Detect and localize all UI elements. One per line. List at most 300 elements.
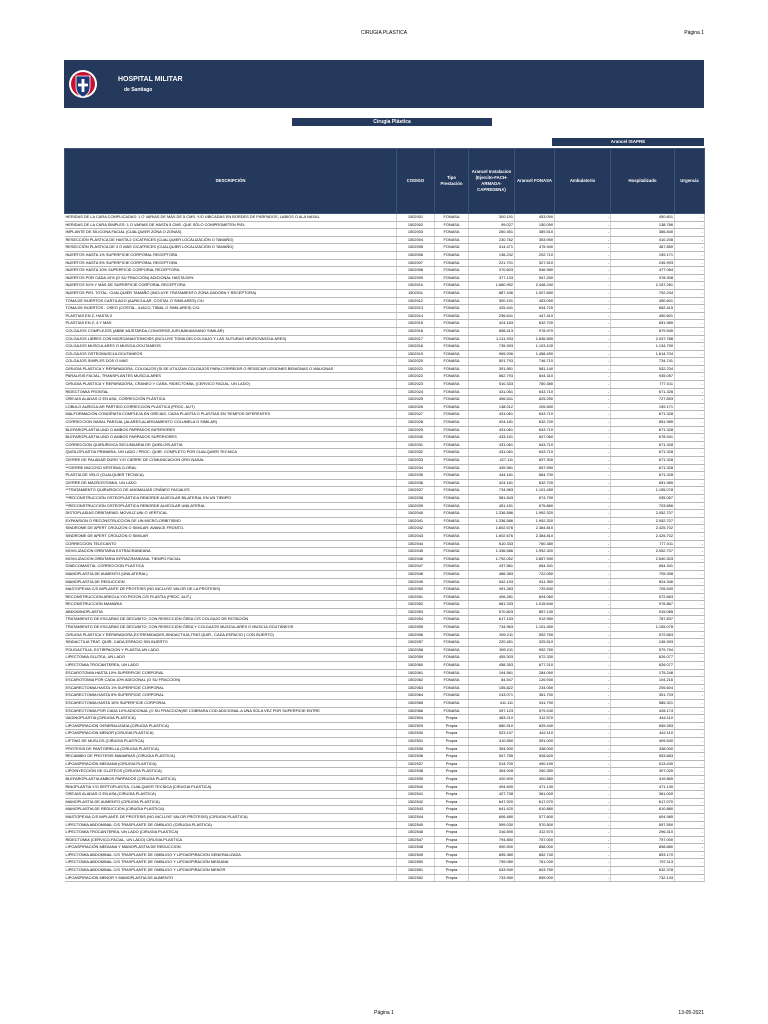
cell-ambulatorio: - xyxy=(555,396,611,404)
cell-descripcion: TOMA DE INJERTOS - OSEO (COSTAL, ILIACO, TIBIAL O SIMILARES) C/U. xyxy=(65,305,397,313)
table-row xyxy=(65,510,705,518)
cell-tipo: FONASA xyxy=(435,548,469,556)
cell-tipo: FONASA xyxy=(435,684,469,692)
table-row xyxy=(65,350,705,358)
table-row xyxy=(65,419,705,427)
cell-hospitalizado: 428.174 xyxy=(611,707,675,715)
cell-codigo: 1502003 xyxy=(397,229,435,237)
cell-instalacion: 230.762 xyxy=(469,236,515,244)
cell-descripcion: RESECCIÓN PLÁSTICA DE 3 O MÁS CICATRICES (CUALQUIER LOCALIZACIÓN O TAMAÑO) xyxy=(65,244,397,252)
cell-hospitalizado: 651.985 xyxy=(611,419,675,427)
cell-descripcion: TRATAMIENTO DE ESCARAS DE DECUBITO, CON RESECCIÓN ÓSEA C/S COLGAJO DE ROTACIÓN xyxy=(65,616,397,624)
cell-fonasa: 632.700 xyxy=(515,320,555,328)
cell-ambulatorio: - xyxy=(555,813,611,821)
cell-fonasa: 603.750 xyxy=(515,867,555,875)
cell-descripcion: LIPECTOMIA TROCANTEREA, UN LADO xyxy=(65,662,397,670)
table-row xyxy=(65,548,705,556)
cell-fonasa: 672.330 xyxy=(515,654,555,662)
cell-ambulatorio: - xyxy=(555,517,611,525)
cell-ambulatorio: - xyxy=(555,768,611,776)
cell-tipo: FONASA xyxy=(435,502,469,510)
cell-urgencia: - xyxy=(675,646,705,654)
cell-descripcion: LIPOASPIRACION GENERALIZADA (CIRUGIA PLASTICA) xyxy=(65,722,397,730)
cell-descripcion: RIDECTOMIA (CERVICO-FACIAL, UN LADO) CIRUGIA PLASTICA xyxy=(65,836,397,844)
cell-ambulatorio: - xyxy=(555,639,611,647)
cell-descripcion: LIPOASPIRACION MENOR Y MAMOPLASTIA DE AUMENTO xyxy=(65,874,397,882)
cell-ambulatorio: - xyxy=(555,783,611,791)
cell-hospitalizado: 705.398 xyxy=(611,570,675,578)
cell-codigo: 1502032 xyxy=(397,449,435,457)
cell-fonasa: 453.090 xyxy=(515,297,555,305)
cell-fonasa: 912.950 xyxy=(515,616,555,624)
cell-tipo: Propia xyxy=(435,874,469,882)
cell-descripcion: RECAMBIO DE PROTESIS MAMARIAS (CIRUGIA PLASTICA) xyxy=(65,753,397,761)
cell-ambulatorio: - xyxy=(555,601,611,609)
cell-codigo: 1502060 xyxy=(397,662,435,670)
table-row xyxy=(65,214,705,222)
cell-tipo: FONASA xyxy=(435,669,469,677)
cell-urgencia: - xyxy=(675,555,705,563)
cell-codigo: 1502015 xyxy=(397,320,435,328)
cell-tipo: FONASA xyxy=(435,381,469,389)
cell-ambulatorio: - xyxy=(555,563,611,571)
cell-ambulatorio: - xyxy=(555,229,611,237)
cell-codigo: 1502547 xyxy=(397,836,435,844)
cell-fonasa: 592.750 xyxy=(515,646,555,654)
cell-codigo: 1502002 xyxy=(397,221,435,229)
cell-descripcion: LIPOASPIRACIÓN MEDIANA (CIRUGIA PLASTICA) xyxy=(65,760,397,768)
cell-hospitalizado: 727.893 xyxy=(611,396,675,404)
cell-fonasa: 338.000 xyxy=(515,745,555,753)
cell-instalacion: 296.641 xyxy=(469,312,515,320)
cell-instalacion: 391.951 xyxy=(469,365,515,373)
cell-urgencia: - xyxy=(675,297,705,305)
cell-hospitalizado: 487.850 xyxy=(611,244,675,252)
table-row xyxy=(65,502,705,510)
cell-hospitalizado: 1.614.704 xyxy=(611,350,675,358)
cell-instalacion: 458.353 xyxy=(469,662,515,670)
cell-tipo: FONASA xyxy=(435,601,469,609)
table-row xyxy=(65,586,705,594)
cell-descripcion: INJERTOS 51% Y MÁS DE SUPERFICIE CORPORAL RECEPTORA xyxy=(65,282,397,290)
cell-ambulatorio: - xyxy=(555,707,611,715)
cell-fonasa: 1.015.640 xyxy=(515,601,555,609)
table-row xyxy=(65,320,705,328)
cell-tipo: FONASA xyxy=(435,229,469,237)
cell-urgencia: - xyxy=(675,548,705,556)
cell-instalacion: 486.383 xyxy=(469,570,515,578)
cell-descripcion: **TRATAMIENTO QUIRURGICO DE ANOMALÍAS CRÁNEO FACIALES xyxy=(65,487,397,495)
cell-fonasa: 604.060 xyxy=(515,593,555,601)
cell-descripcion: OREJAS ALADAS O EN ASA, CORRECCIÓN PLÁSTICA xyxy=(65,396,397,404)
cell-ambulatorio: - xyxy=(555,487,611,495)
cell-ambulatorio: - xyxy=(555,715,611,723)
cell-instalacion: 427.738 xyxy=(469,791,515,799)
cell-hospitalizado: 915.085 xyxy=(611,608,675,616)
cell-hospitalizado: 450.601 xyxy=(611,214,675,222)
cell-codigo: 1502034 xyxy=(397,464,435,472)
table-row xyxy=(65,624,705,632)
cell-hospitalizado: 777.011 xyxy=(611,381,675,389)
cell-instalacion: 599.030 xyxy=(469,821,515,829)
table-row xyxy=(65,829,705,837)
cell-instalacion: 734.963 xyxy=(469,487,515,495)
cell-instalacion: 316.590 xyxy=(469,829,515,837)
cell-descripcion: HERIDAS DE LA CARA COMPLICADAS: 1 O VARIAS DE MÁS DE 5 CMS. Y/O UBICADAS EN BORDES DE PÁRPADOS, LABIOS O ALA NASAL xyxy=(65,214,397,222)
cell-hospitalizado: 532.234 xyxy=(611,365,675,373)
cell-tipo: FONASA xyxy=(435,646,469,654)
cell-fonasa: 1.101.450 xyxy=(515,487,555,495)
cell-instalacion: 424.181 xyxy=(469,419,515,427)
cell-codigo: 1502036 xyxy=(397,479,435,487)
cell-hospitalizado: 597.550 xyxy=(611,821,675,829)
cell-fonasa: 547.250 xyxy=(515,274,555,282)
cell-ambulatorio: - xyxy=(555,593,611,601)
cell-codigo: 1502027 xyxy=(397,411,435,419)
cell-tipo: FONASA xyxy=(435,487,469,495)
cell-ambulatorio: - xyxy=(555,267,611,275)
cell-instalacion: 397.123 xyxy=(469,707,515,715)
cell-fonasa: 2.448.240 xyxy=(515,282,555,290)
cell-tipo: FONASA xyxy=(435,411,469,419)
cell-codigo: 1502544 xyxy=(397,813,435,821)
cell-tipo: Propia xyxy=(435,722,469,730)
cell-ambulatorio: - xyxy=(555,449,611,457)
cell-ambulatorio: - xyxy=(555,662,611,670)
table-row xyxy=(65,859,705,867)
cell-descripcion: RINOPLASTIA Y/O SEPTOPLASTIA, CUALQUIER TECNICA (CIRUGIA PLASTICA) xyxy=(65,783,397,791)
cell-descripcion: MASTOPEXIA C/S IMPLANTE DE PROTESIS (NO INCLUYE VALOR PROTESIS) (CIRUGIA PLASTICA) xyxy=(65,813,397,821)
cell-descripcion: RECONSTRUCCION MAMARIA xyxy=(65,601,397,609)
cell-tipo: FONASA xyxy=(435,510,469,518)
cell-fonasa: 260.350 xyxy=(515,768,555,776)
cell-ambulatorio: - xyxy=(555,464,611,472)
cell-hospitalizado: 245.993 xyxy=(611,639,675,647)
cell-tipo: Propia xyxy=(435,753,469,761)
cell-ambulatorio: - xyxy=(555,608,611,616)
table-row xyxy=(65,563,705,571)
cell-codigo: 1502550 xyxy=(397,859,435,867)
cell-ambulatorio: - xyxy=(555,320,611,328)
cell-urgencia: - xyxy=(675,259,705,267)
column-header-urgencia: Urgencia xyxy=(675,149,705,214)
cell-instalacion: 425.441 xyxy=(469,305,515,313)
cell-hospitalizado: 935.057 xyxy=(611,494,675,502)
cell-instalacion: 1.792.052 xyxy=(469,555,515,563)
cell-codigo: 1502047 xyxy=(397,563,435,571)
cell-descripcion: TOMA DE INJERTOS CARTILAGO (AURICULAR, COSTAL O SIMILARES) C/U xyxy=(65,297,397,305)
table-row xyxy=(65,836,705,844)
cell-hospitalizado: 301.703 xyxy=(611,692,675,700)
cell-urgencia: - xyxy=(675,282,705,290)
cell-tipo: Propia xyxy=(435,821,469,829)
cell-urgencia: - xyxy=(675,251,705,259)
table-row xyxy=(65,821,705,829)
cell-instalacion: 735.993 xyxy=(469,343,515,351)
table-row xyxy=(65,791,705,799)
cell-descripcion: PLASTIAS EN Z, 4 Y MAS xyxy=(65,320,397,328)
cell-tipo: Propia xyxy=(435,836,469,844)
cell-tipo: FONASA xyxy=(435,267,469,275)
cell-tipo: Propia xyxy=(435,715,469,723)
cell-urgencia: - xyxy=(675,343,705,351)
cell-descripcion: MAMOPLASTIA DE AUMENTO (CIRUGIA PLASTICA) xyxy=(65,798,397,806)
cell-fonasa: 205.550 xyxy=(515,403,555,411)
cell-hospitalizado: 419.865 xyxy=(611,775,675,783)
cell-tipo: FONASA xyxy=(435,236,469,244)
cell-instalacion: 431.061 xyxy=(469,441,515,449)
cell-instalacion: 424.183 xyxy=(469,320,515,328)
hospital-banner xyxy=(64,60,704,108)
cell-descripcion: MAMOPLASTIA DE REDUCCION (CIRUGIA PLASTICA) xyxy=(65,806,397,814)
cell-hospitalizado: 477.084 xyxy=(611,267,675,275)
cell-instalacion: 647.920 xyxy=(469,798,515,806)
cell-codigo: 1502018 xyxy=(397,343,435,351)
cell-tipo: FONASA xyxy=(435,396,469,404)
page-header xyxy=(0,30,768,40)
cell-instalacion: 1.602.676 xyxy=(469,532,515,540)
cell-ambulatorio: - xyxy=(555,730,611,738)
cell-instalacion: 681.333 xyxy=(469,601,515,609)
cell-codigo: 1502054 xyxy=(397,616,435,624)
cell-instalacion: 431.061 xyxy=(469,388,515,396)
cell-instalacion: 491.283 xyxy=(469,586,515,594)
cell-ambulatorio: - xyxy=(555,403,611,411)
table-row xyxy=(65,449,705,457)
cell-hospitalizado: 671.328 xyxy=(611,464,675,472)
cell-codigo: 1502040 xyxy=(397,510,435,518)
cell-tipo: FONASA xyxy=(435,472,469,480)
table-row xyxy=(65,327,705,335)
cell-fonasa: 643.710 xyxy=(515,441,555,449)
cell-ambulatorio: - xyxy=(555,525,611,533)
cell-instalacion: 633.940 xyxy=(469,867,515,875)
cell-ambulatorio: - xyxy=(555,494,611,502)
cell-instalacion: 221.701 xyxy=(469,259,515,267)
cell-codigo: 1502001 xyxy=(397,214,435,222)
cell-urgencia: - xyxy=(675,768,705,776)
table-row xyxy=(65,570,705,578)
cell-fonasa: 978.970 xyxy=(515,327,555,335)
cell-ambulatorio: - xyxy=(555,472,611,480)
cell-tipo: FONASA xyxy=(435,297,469,305)
cell-hospitalizado: 245.993 xyxy=(611,259,675,267)
cell-hospitalizado: 513.430 xyxy=(611,760,675,768)
cell-instalacion: 439.981 xyxy=(469,464,515,472)
isapre-group-header: Arancel ISAPRE xyxy=(552,138,704,146)
cell-tipo: FONASA xyxy=(435,479,469,487)
cell-tipo: FONASA xyxy=(435,373,469,381)
cell-descripcion: INJERTOS PIEL TOTAL, CUALQUIER TAMAÑO (INCLUYE TRATAMIENTO ZONA DADORA Y RECEPTORA) xyxy=(65,289,397,297)
cell-tipo: FONASA xyxy=(435,662,469,670)
cell-descripcion: COLGAJOS MUSCULARES O MUSCULOCUTANEOS xyxy=(65,343,397,351)
cell-descripcion: INJERTOS POR CADA 10% (O SU FRACCIÓN) ADICIONAL HASTA 50% xyxy=(65,274,397,282)
cell-instalacion: 194.561 xyxy=(469,669,515,677)
table-row xyxy=(65,798,705,806)
cell-urgencia: - xyxy=(675,373,705,381)
cell-codigo: 1502543 xyxy=(397,806,435,814)
cell-ambulatorio: - xyxy=(555,335,611,343)
cell-ambulatorio: - xyxy=(555,760,611,768)
table-row xyxy=(65,806,705,814)
cell-instalacion: 799.080 xyxy=(469,859,515,867)
cell-fonasa: 1.458.490 xyxy=(515,350,555,358)
cell-urgencia: - xyxy=(675,274,705,282)
table-header-row xyxy=(65,149,705,214)
cell-urgencia: - xyxy=(675,760,705,768)
cell-ambulatorio: - xyxy=(555,867,611,875)
cell-hospitalizado: 651.985 xyxy=(611,479,675,487)
table-row xyxy=(65,464,705,472)
table-row xyxy=(65,517,705,525)
cell-ambulatorio: - xyxy=(555,631,611,639)
cell-instalacion: 431.061 xyxy=(469,411,515,419)
cell-instalacion: 606.480 xyxy=(469,813,515,821)
cell-ambulatorio: - xyxy=(555,259,611,267)
cell-urgencia: - xyxy=(675,639,705,647)
cell-instalacion: 437.561 xyxy=(469,563,515,571)
cell-hospitalizado: 659.283 xyxy=(611,722,675,730)
cell-tipo: FONASA xyxy=(435,586,469,594)
cell-urgencia: - xyxy=(675,221,705,229)
cell-instalacion: 406.281 xyxy=(469,593,515,601)
cell-tipo: Propia xyxy=(435,844,469,852)
cell-fonasa: 570.500 xyxy=(515,821,555,829)
cell-fonasa: 643.710 xyxy=(515,426,555,434)
cell-hospitalizado: 444.110 xyxy=(611,715,675,723)
cell-tipo: FONASA xyxy=(435,305,469,313)
cell-tipo: Propia xyxy=(435,806,469,814)
cell-instalacion: 220.451 xyxy=(469,639,515,647)
cell-tipo: FONASA xyxy=(435,327,469,335)
table-row xyxy=(65,441,705,449)
cell-descripcion: INJERTOS HASTA 5% SUPERFICIE CORPORAL RECEPTORA xyxy=(65,259,397,267)
cell-ambulatorio: - xyxy=(555,775,611,783)
cell-codigo: 1502540 xyxy=(397,783,435,791)
cell-tipo: Propia xyxy=(435,867,469,875)
cell-tipo: FONASA xyxy=(435,350,469,358)
cell-codigo: 1502016 xyxy=(397,327,435,335)
cell-instalacion: 658.413 xyxy=(469,327,515,335)
column-header-instalacion: Arancel Instalacion (Ejercito-FACH-ARMADA-CAPREDENA) xyxy=(469,149,515,214)
cell-codigo: 1502052 xyxy=(397,601,435,609)
cell-codigo: 1502005 xyxy=(397,244,435,252)
cell-fonasa: 761.030 xyxy=(515,859,555,867)
table-row xyxy=(65,426,705,434)
cell-fonasa: 581.140 xyxy=(515,365,555,373)
cell-ambulatorio: - xyxy=(555,669,611,677)
cell-descripcion: CIERRE DE MACROSTOMIA, UN LADO xyxy=(65,479,397,487)
table-row xyxy=(65,745,705,753)
cell-fonasa: 2.384.810 xyxy=(515,532,555,540)
cell-instalacion: 570.803 xyxy=(469,608,515,616)
table-row xyxy=(65,365,705,373)
cell-ambulatorio: - xyxy=(555,548,611,556)
cell-instalacion: 155.822 xyxy=(469,684,515,692)
cell-tipo: FONASA xyxy=(435,221,469,229)
cell-instalacion: 424.181 xyxy=(469,479,515,487)
cell-urgencia: - xyxy=(675,715,705,723)
table-row xyxy=(65,274,705,282)
cell-ambulatorio: - xyxy=(555,677,611,685)
cell-ambulatorio: - xyxy=(555,836,611,844)
cell-codigo: 1502056 xyxy=(397,631,435,639)
cell-urgencia: - xyxy=(675,806,705,814)
cell-tipo: FONASA xyxy=(435,457,469,465)
cell-instalacion: 510.333 xyxy=(469,540,515,548)
cell-tipo: FONASA xyxy=(435,365,469,373)
cell-urgencia: - xyxy=(675,829,705,837)
cell-descripcion: INJERTOS HASTA 10% SUPERFICIE CORPORAL RECEPTORA xyxy=(65,267,397,275)
cell-instalacion: 523.137 xyxy=(469,730,515,738)
table-row xyxy=(65,540,705,548)
table-row xyxy=(65,768,705,776)
cell-hospitalizado: 450.601 xyxy=(611,312,675,320)
cell-codigo: 1502012 xyxy=(397,297,435,305)
table-row xyxy=(65,874,705,882)
cell-fonasa: 546.980 xyxy=(515,267,555,275)
cell-codigo: 1502536 xyxy=(397,753,435,761)
cell-tipo: FONASA xyxy=(435,525,469,533)
cell-hospitalizado: 824.346 xyxy=(611,578,675,586)
cell-urgencia: - xyxy=(675,601,705,609)
cell-instalacion: 451.151 xyxy=(469,502,515,510)
cell-ambulatorio: - xyxy=(555,745,611,753)
cell-ambulatorio: - xyxy=(555,570,611,578)
cell-hospitalizado: 734.741 xyxy=(611,358,675,366)
cell-descripcion: ESCARECTOMIA HASTA 5% SUPERFICIE CORPORAL xyxy=(65,692,397,700)
cell-instalacion: 399.211 xyxy=(469,646,515,654)
cell-tipo: FONASA xyxy=(435,282,469,290)
cell-descripcion: CIRUGIA PLASTICA Y REPARADORA,EXTREMIDADES,SINDACTILIA,TRAT.QUIR., CADA ESPACIO ( CON INJERTO) xyxy=(65,631,397,639)
table-row xyxy=(65,760,705,768)
cell-instalacion: 99.027 xyxy=(469,221,515,229)
cell-descripcion: CORRECCION QUIRURGICA SECUNDARIA DE QUEILOPLASTIA xyxy=(65,441,397,449)
cell-fonasa: 643.710 xyxy=(515,411,555,419)
cell-codigo: 1502038 xyxy=(397,494,435,502)
cell-tipo: FONASA xyxy=(435,358,469,366)
cell-descripcion: ESCARECTOMIA HASTA 1% SUPERFICIE CORPORAL xyxy=(65,684,397,692)
cell-ambulatorio: - xyxy=(555,851,611,859)
cell-fonasa: 361.000 xyxy=(515,791,555,799)
cell-hospitalizado: 138.786 xyxy=(611,221,675,229)
table-row xyxy=(65,669,705,677)
cell-tipo: FONASA xyxy=(435,654,469,662)
table-row xyxy=(65,221,705,229)
cell-hospitalizado: 671.328 xyxy=(611,472,675,480)
cell-descripcion: LIPECTOMIA GLUTEA, UN LADO xyxy=(65,654,397,662)
cell-instalacion: 510.333 xyxy=(469,381,515,389)
hospital-logo-icon xyxy=(68,65,98,103)
cell-ambulatorio: - xyxy=(555,555,611,563)
cell-instalacion: 420.900 xyxy=(469,775,515,783)
cell-tipo: FONASA xyxy=(435,403,469,411)
cell-codigo: 1502062 xyxy=(397,677,435,685)
cell-tipo: FONASA xyxy=(435,540,469,548)
cell-instalacion: 444.181 xyxy=(469,472,515,480)
cell-fonasa: 579.240 xyxy=(515,707,555,715)
cell-codigo: 1502026 xyxy=(397,403,435,411)
cell-fonasa: 647.060 xyxy=(515,434,555,442)
cell-codigo: 1502011 xyxy=(397,289,435,297)
cell-instalacion: 895.380 xyxy=(469,851,515,859)
cell-instalacion: 1.660.952 xyxy=(469,282,515,290)
cell-hospitalizado: 671.328 xyxy=(611,449,675,457)
cell-urgencia: - xyxy=(675,419,705,427)
column-header-hospitalizado: Hospitalizado xyxy=(611,149,675,214)
cell-descripcion: SINDROME DE APERT CROUZON O SIMILAR xyxy=(65,532,397,540)
cell-urgencia: - xyxy=(675,616,705,624)
